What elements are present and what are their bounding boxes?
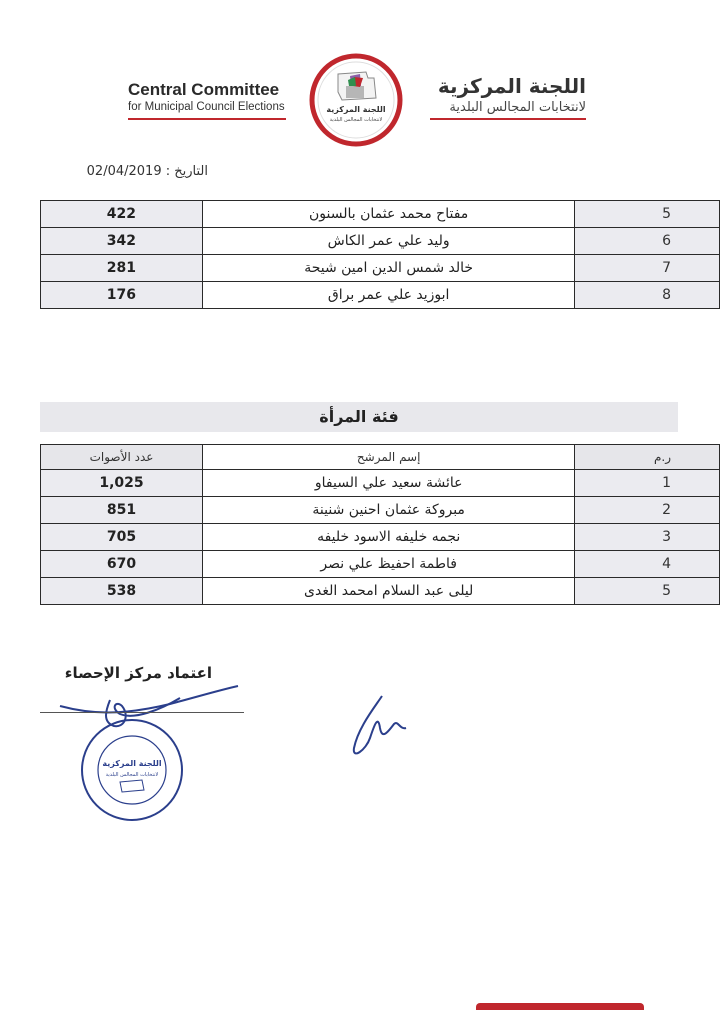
rank-cell: 5	[575, 578, 720, 605]
header-ar-subtitle: لانتخابات المجالس البلدية	[449, 100, 586, 115]
votes-cell: 1,025	[41, 470, 203, 497]
signature-second	[344, 688, 410, 768]
candidate-name-cell: عائشة سعيد علي السيفاو	[203, 470, 575, 497]
signature-line	[40, 712, 244, 713]
header-ar-title: اللجنة المركزية	[437, 74, 586, 98]
logo-text-1: اللجنة المركزية	[326, 105, 386, 114]
table-row	[41, 524, 720, 551]
results-table-continued	[40, 200, 720, 309]
stamp-map-icon	[120, 780, 144, 792]
date-value: 02/04/2019	[86, 164, 162, 179]
votes-cell: 670	[41, 551, 203, 578]
header-rank: ر.م	[575, 445, 720, 470]
header-divider-right	[430, 118, 586, 120]
votes-cell: 422	[41, 201, 203, 228]
candidate-name-cell: نجمه خليفه الاسود خليفه	[203, 524, 575, 551]
rank-cell: 1	[575, 470, 720, 497]
table-row	[41, 228, 720, 255]
table-row	[41, 255, 720, 282]
candidate-name-cell: خالد شمس الدين امين شيحة	[202, 255, 575, 282]
rank-cell: 2	[575, 497, 720, 524]
table-header-row	[41, 445, 720, 470]
header-votes: عدد الأصوات	[41, 445, 203, 470]
stamp-text-1: اللجنة المركزية	[102, 759, 162, 768]
table-row	[41, 470, 720, 497]
table-row	[41, 497, 720, 524]
header-en-subtitle: for Municipal Council Elections	[128, 101, 285, 113]
votes-cell: 851	[41, 497, 203, 524]
header-arabic	[430, 73, 586, 117]
header-english	[128, 80, 288, 114]
votes-cell: 176	[41, 282, 203, 309]
candidate-name-cell: ليلى عبد السلام امحمد الغدى	[203, 578, 575, 605]
candidate-name-cell: وليد علي عمر الكاش	[202, 228, 575, 255]
header-en-title: Central Committee	[128, 80, 280, 99]
rank-cell: 8	[575, 282, 720, 309]
table-row	[41, 578, 720, 605]
stamp-text-2: لانتخابات المجالس البلدية	[105, 772, 159, 778]
votes-cell: 538	[41, 578, 203, 605]
women-results-table	[40, 444, 720, 605]
candidate-name-cell: فاطمة احفيظ علي نصر	[203, 551, 575, 578]
document-date	[48, 164, 208, 179]
candidate-name-cell: ابوزيد علي عمر براق	[202, 282, 575, 309]
logo-text-2: لانتخابات المجالس البلدية	[329, 117, 383, 123]
rank-cell: 3	[575, 524, 720, 551]
table-row	[41, 201, 720, 228]
votes-cell: 705	[41, 524, 203, 551]
header-divider-left	[128, 118, 286, 120]
candidate-name-cell: مفتاح محمد عثمان بالسنون	[202, 201, 575, 228]
ballot-box-icon	[346, 86, 364, 98]
votes-cell: 281	[41, 255, 203, 282]
women-section-title: فئة المرأة	[319, 407, 399, 426]
header-name: إسم المرشح	[203, 445, 575, 470]
rank-cell: 4	[575, 551, 720, 578]
committee-stamp	[78, 716, 186, 824]
votes-cell: 342	[41, 228, 203, 255]
candidate-name-cell: مبروكة عثمان احنين شنينة	[203, 497, 575, 524]
rank-cell: 5	[575, 201, 720, 228]
approval-label: اعتماد مركز الإحصاء	[64, 664, 212, 682]
date-label: التاريخ :	[165, 164, 208, 179]
rank-cell: 6	[575, 228, 720, 255]
rank-cell: 7	[575, 255, 720, 282]
table-row	[41, 282, 720, 309]
footer-accent-bar	[476, 1003, 644, 1010]
committee-logo	[308, 52, 404, 148]
table-row	[41, 551, 720, 578]
